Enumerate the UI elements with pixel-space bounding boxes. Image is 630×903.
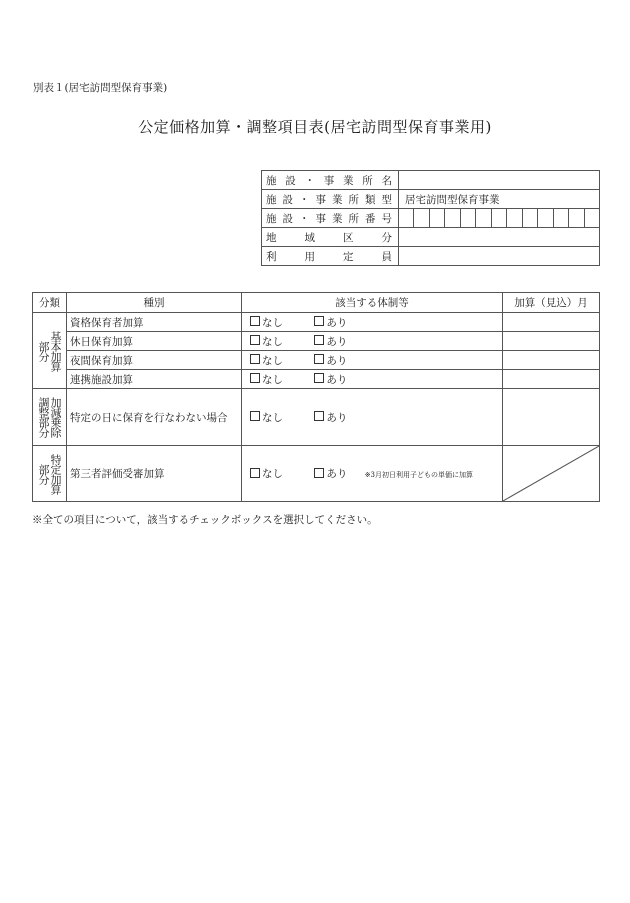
section-special (33, 446, 67, 502)
option-label: あり (326, 335, 348, 348)
amount-field[interactable] (503, 313, 600, 332)
document-label: 別表１(居宅訪問型保育事業) (33, 82, 168, 94)
checkbox-none[interactable] (250, 335, 260, 345)
option-cell (242, 313, 503, 332)
facility-type-value: 居宅訪問型保育事業 (399, 190, 600, 209)
header-amount: 加算（見込）月 (503, 293, 600, 313)
checkbox-none[interactable] (250, 354, 260, 364)
footer-note: ※全ての項目について，該当するチェックボックスを選択してください。 (32, 514, 378, 526)
facility-info-table (261, 170, 600, 266)
item-label: 資格保育者加算 (67, 313, 242, 332)
option-label: なし (262, 468, 283, 480)
header-category: 分類 (33, 293, 67, 313)
option-label: なし (262, 373, 283, 386)
special-note: ※3月初日利用子どもの単価に加算 (364, 471, 474, 479)
table-row (33, 332, 600, 351)
option-label: なし (262, 316, 283, 329)
info-label: 地域区分 (262, 228, 399, 247)
amount-field[interactable] (503, 370, 600, 389)
header-applicable: 該当する体制等 (242, 293, 503, 313)
option-cell (242, 332, 503, 351)
section-label: 調整部分 (37, 397, 50, 437)
adjustment-table (32, 292, 600, 502)
header-row (33, 293, 600, 313)
checkbox-yes[interactable] (314, 373, 324, 383)
checkbox-none[interactable] (250, 373, 260, 383)
table-row (33, 389, 600, 446)
option-label: あり (326, 316, 348, 329)
checkbox-yes[interactable] (314, 316, 324, 326)
section-basic (33, 313, 67, 389)
table-row (33, 446, 600, 502)
table-row (33, 313, 600, 332)
item-label: 第三者評価受審加算 (67, 446, 242, 502)
option-label: なし (262, 411, 283, 424)
info-row-capacity (262, 247, 600, 266)
amount-na-cell (503, 446, 600, 502)
item-label: 夜間保育加算 (67, 351, 242, 370)
option-cell (242, 351, 503, 370)
option-cell (242, 446, 503, 502)
amount-field[interactable] (503, 332, 600, 351)
item-label: 休日保育加算 (67, 332, 242, 351)
info-label: 施設・事業所類型 (262, 190, 399, 209)
diagonal-line (503, 446, 599, 501)
amount-field[interactable] (503, 351, 600, 370)
facility-name-field[interactable] (399, 171, 600, 190)
checkbox-yes[interactable] (314, 468, 324, 478)
section-label: 特定加算 (49, 453, 62, 494)
item-label: 特定の日に保育を行なわない場合 (67, 389, 242, 446)
header-type: 種別 (67, 293, 242, 313)
capacity-field[interactable] (399, 247, 600, 266)
checkbox-none[interactable] (250, 468, 260, 478)
option-label: あり (326, 468, 348, 480)
info-label: 利用定員 (262, 247, 399, 266)
info-label: 施設・事業所名 (262, 171, 399, 190)
checkbox-yes[interactable] (314, 335, 324, 345)
page-title: 公定価格加算・調整項目表(居宅訪問型保育事業用) (138, 118, 492, 136)
option-label: あり (326, 411, 348, 424)
info-row-type (262, 190, 600, 209)
section-label: 部分 (37, 340, 50, 361)
section-label: 加減乗除 (49, 397, 62, 437)
info-label: 施設・事業所番号 (262, 209, 399, 228)
table-row (33, 351, 600, 370)
item-label: 連携施設加算 (67, 370, 242, 389)
option-label: あり (326, 373, 348, 386)
checkbox-none[interactable] (250, 411, 260, 421)
option-label: なし (262, 354, 283, 367)
option-cell (242, 389, 503, 446)
section-label: 部分 (37, 463, 50, 484)
checkbox-none[interactable] (250, 316, 260, 326)
checkbox-yes[interactable] (314, 411, 324, 421)
checkbox-yes[interactable] (314, 354, 324, 364)
facility-number-cells (399, 209, 599, 227)
info-row-region (262, 228, 600, 247)
option-cell (242, 370, 503, 389)
region-field[interactable] (399, 228, 600, 247)
section-label: 基本加算 (49, 330, 62, 371)
option-label: あり (326, 354, 348, 367)
section-adjust (33, 389, 67, 446)
amount-field[interactable] (503, 389, 600, 446)
info-row-number (262, 209, 600, 228)
table-row (33, 370, 600, 389)
facility-number-field[interactable] (399, 209, 600, 228)
option-label: なし (262, 335, 283, 348)
info-row-name (262, 171, 600, 190)
